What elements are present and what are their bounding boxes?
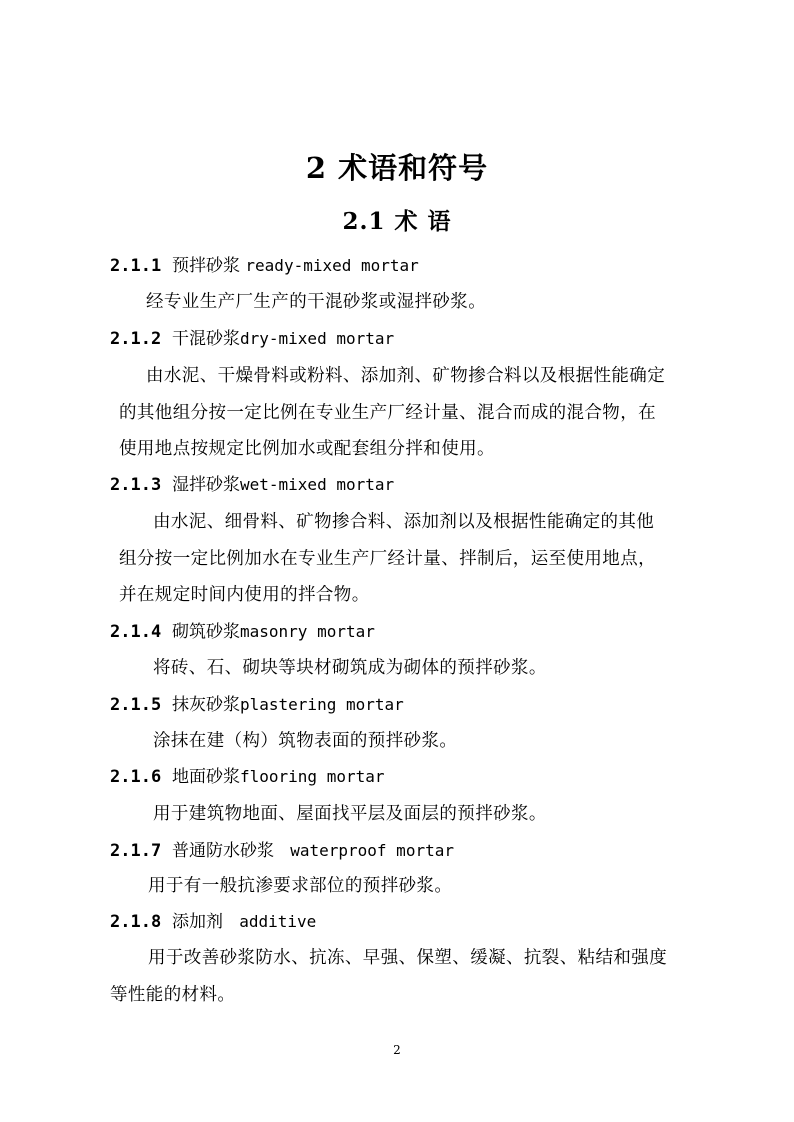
term-name-cn: 预拌砂浆 xyxy=(172,256,240,276)
term-name-cn: 普通防水砂浆 xyxy=(172,841,274,861)
definition-line: 由水泥、干燥骨料或粉料、添加剂、矿物掺合料以及根据性能确定 xyxy=(146,366,666,386)
term-name-en: masonry mortar xyxy=(240,622,375,641)
chapter-title: 2 术语和符号 xyxy=(305,151,489,185)
term-number: 2.1.5 xyxy=(110,695,162,715)
term-name-en: ready-mixed mortar xyxy=(245,256,419,275)
definition-line: 涂抹在建（构）筑物表面的预拌砂浆。 xyxy=(153,731,458,751)
term-heading xyxy=(110,692,404,718)
page-number: 2 xyxy=(393,1043,401,1057)
term-number: 2.1.8 xyxy=(110,912,162,932)
term-heading xyxy=(110,472,394,498)
term-definition xyxy=(153,796,547,833)
term-number: 2.1.2 xyxy=(110,329,162,349)
term-number: 2.1.3 xyxy=(110,475,162,495)
definition-line: 并在规定时间内使用的拌合物。 xyxy=(119,585,370,605)
term-number: 2.1.4 xyxy=(110,622,162,642)
term-definition xyxy=(148,868,452,905)
term-heading xyxy=(110,253,419,279)
term-definition xyxy=(146,284,486,321)
term-name-en: flooring mortar xyxy=(240,767,385,786)
term-name-cn: 地面砂浆 xyxy=(172,767,240,787)
definition-line: 使用地点按规定比例加水或配套组分拌和使用。 xyxy=(119,439,495,459)
term-name-en: plastering mortar xyxy=(240,695,404,714)
definition-line: 的其他组分按一定比例在专业生产厂经计量、混合而成的混合物，在 xyxy=(119,402,656,423)
definition-line: 由水泥、细骨料、矿物掺合料、添加剂以及根据性能确定的其他 xyxy=(153,512,655,532)
term-name-cn: 添加剂 xyxy=(172,912,223,932)
term-definition xyxy=(110,940,667,1013)
term-number: 2.1.1 xyxy=(110,256,162,276)
term-definition xyxy=(153,723,457,760)
term-name-cn: 湿拌砂浆 xyxy=(172,475,240,495)
term-definition xyxy=(153,650,547,687)
term-heading xyxy=(110,909,316,935)
term-name-en: waterproof mortar xyxy=(290,841,454,860)
definition-line: 用于建筑物地面、屋面找平层及面层的预拌砂浆。 xyxy=(153,804,547,824)
term-definition xyxy=(119,504,656,614)
term-name-cn: 抹灰砂浆 xyxy=(172,695,240,715)
definition-line: 用于改善砂浆防水、抗冻、早强、保塑、缓凝、抗裂、粘结和强度 xyxy=(148,948,668,968)
term-definition xyxy=(119,358,665,468)
term-name-cn: 砌筑砂浆 xyxy=(172,622,240,642)
definition-line: 等性能的材料。 xyxy=(110,984,236,1005)
term-name-en: wet-mixed mortar xyxy=(240,475,395,494)
term-number: 2.1.7 xyxy=(110,841,162,861)
section-title: 2.1 术 语 xyxy=(342,208,452,235)
term-heading xyxy=(110,619,375,645)
definition-line: 将砖、石、砌块等块材砌筑成为砌体的预拌砂浆。 xyxy=(153,658,547,678)
term-heading xyxy=(110,764,385,790)
term-name-en: dry-mixed mortar xyxy=(240,329,395,348)
term-heading xyxy=(110,838,454,864)
definition-line: 经专业生产厂生产的干混砂浆或湿拌砂浆。 xyxy=(146,292,487,312)
definition-line: 组分按一定比例加水在专业生产厂经计量、拌制后，运至使用地点， xyxy=(119,548,656,569)
term-heading xyxy=(110,326,394,352)
definition-line: 用于有一般抗渗要求部位的预拌砂浆。 xyxy=(148,876,453,896)
term-name-cn: 干混砂浆 xyxy=(172,329,240,349)
term-number: 2.1.6 xyxy=(110,767,162,787)
term-name-en: additive xyxy=(239,912,317,931)
